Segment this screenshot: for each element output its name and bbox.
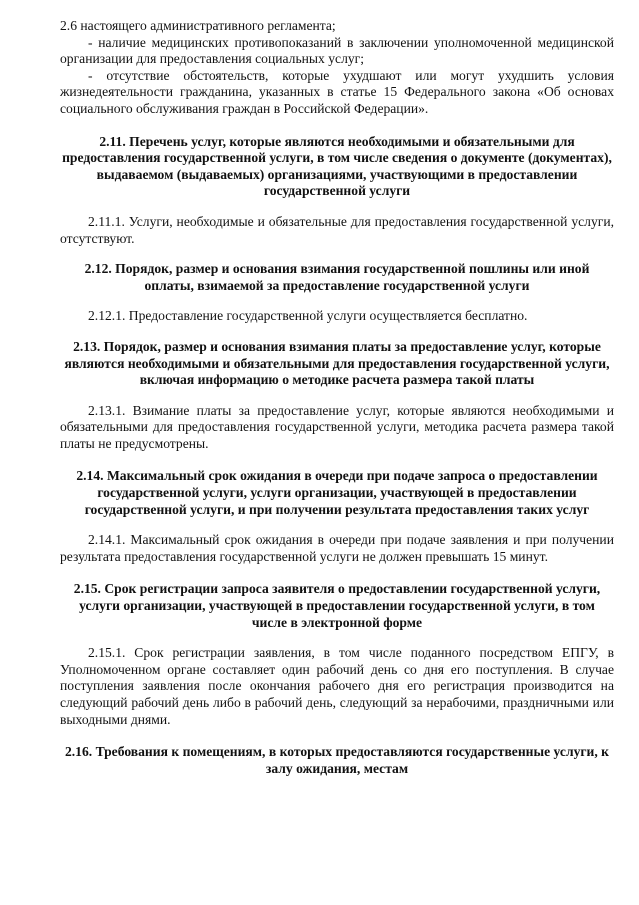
paragraph-2-13-1: 2.13.1. Взимание платы за предоставление услуг, которые являются необходимыми и обязательными для предоставления государственной услуги, методика расчета размера такой платы не предусмотрены. — [60, 402, 614, 451]
text-line: 2.6 настоящего административного регламента; — [60, 18, 336, 33]
section-heading-2-12: 2.12. Порядок, размер и основания взимания государственной пошлины или иной оплаты, взимаемой за предоставление государственной услуги — [84, 261, 590, 293]
section-heading-2-14: 2.14. Максимальный срок ожидания в очереди при подаче запроса о предоставлении государственной услуги, услуги организации, участвующей в предоставлении государственной услуги, и при получении результата предоставления таких услуг — [76, 468, 598, 517]
list-item: - отсутствие обстоятельств, которые ухудшают или могут ухудшить условия жизнедеятельности гражданина, указанных в статье 15 Федерального закона «Об основах социального обслуживания граждан в Российской Федерации». — [60, 67, 614, 116]
section-heading-2-13: 2.13. Порядок, размер и основания взимания платы за предоставление услуг, которые являются необходимыми и обязательными для предоставления государственной услуги, включая информацию о методике расчета размера такой платы — [64, 338, 610, 388]
paragraph-2-14-1: 2.14.1. Максимальный срок ожидания в очереди при подаче заявления и при получении результата предоставления государственной услуги не должен превышать 15 минут. — [60, 532, 614, 564]
list-item: - наличие медицинских противопоказаний в заключении уполномоченной медицинской организации для предоставления социальных услуг; — [60, 34, 614, 67]
paragraph-2-12-1: 2.12.1. Предоставление государственной услуги осуществляется бесплатно. — [88, 308, 528, 324]
document-page — [60, 18, 614, 777]
paragraph-2-11-1: 2.11.1. Услуги, необходимые и обязательные для предоставления государственной услуги, отсутствуют. — [60, 213, 614, 246]
paragraph-2-15-1: 2.15.1. Срок регистрации заявления, в том числе поданного посредством ЕПГУ, в Уполномоченном органе составляет один рабочий день со дня его поступления. В случае поступления заявления после окончания рабочего дня его регистрация производится на следующий рабочий день либо в рабочий день, следующий за нерабочими, праздничными или выходными днями. — [60, 645, 614, 727]
section-heading-2-15: 2.15. Срок регистрации запроса заявителя о предоставлении государственной услуги, услуги организации, участвующей в предоставлении государственной услуги, в том числе в электронной форме — [73, 581, 601, 630]
section-heading-2-16: 2.16. Требования к помещениям, в которых предоставляются государственные услуги, к залу ожидания, местам — [64, 744, 609, 776]
section-heading-2-11: 2.11. Перечень услуг, которые являются необходимыми и обязательными для предоставления государственной услуги, в том числе сведения о документе (документах), выдаваемом (выдаваемых) организациями, участвующими в предоставлении государственной услуги — [62, 133, 612, 199]
